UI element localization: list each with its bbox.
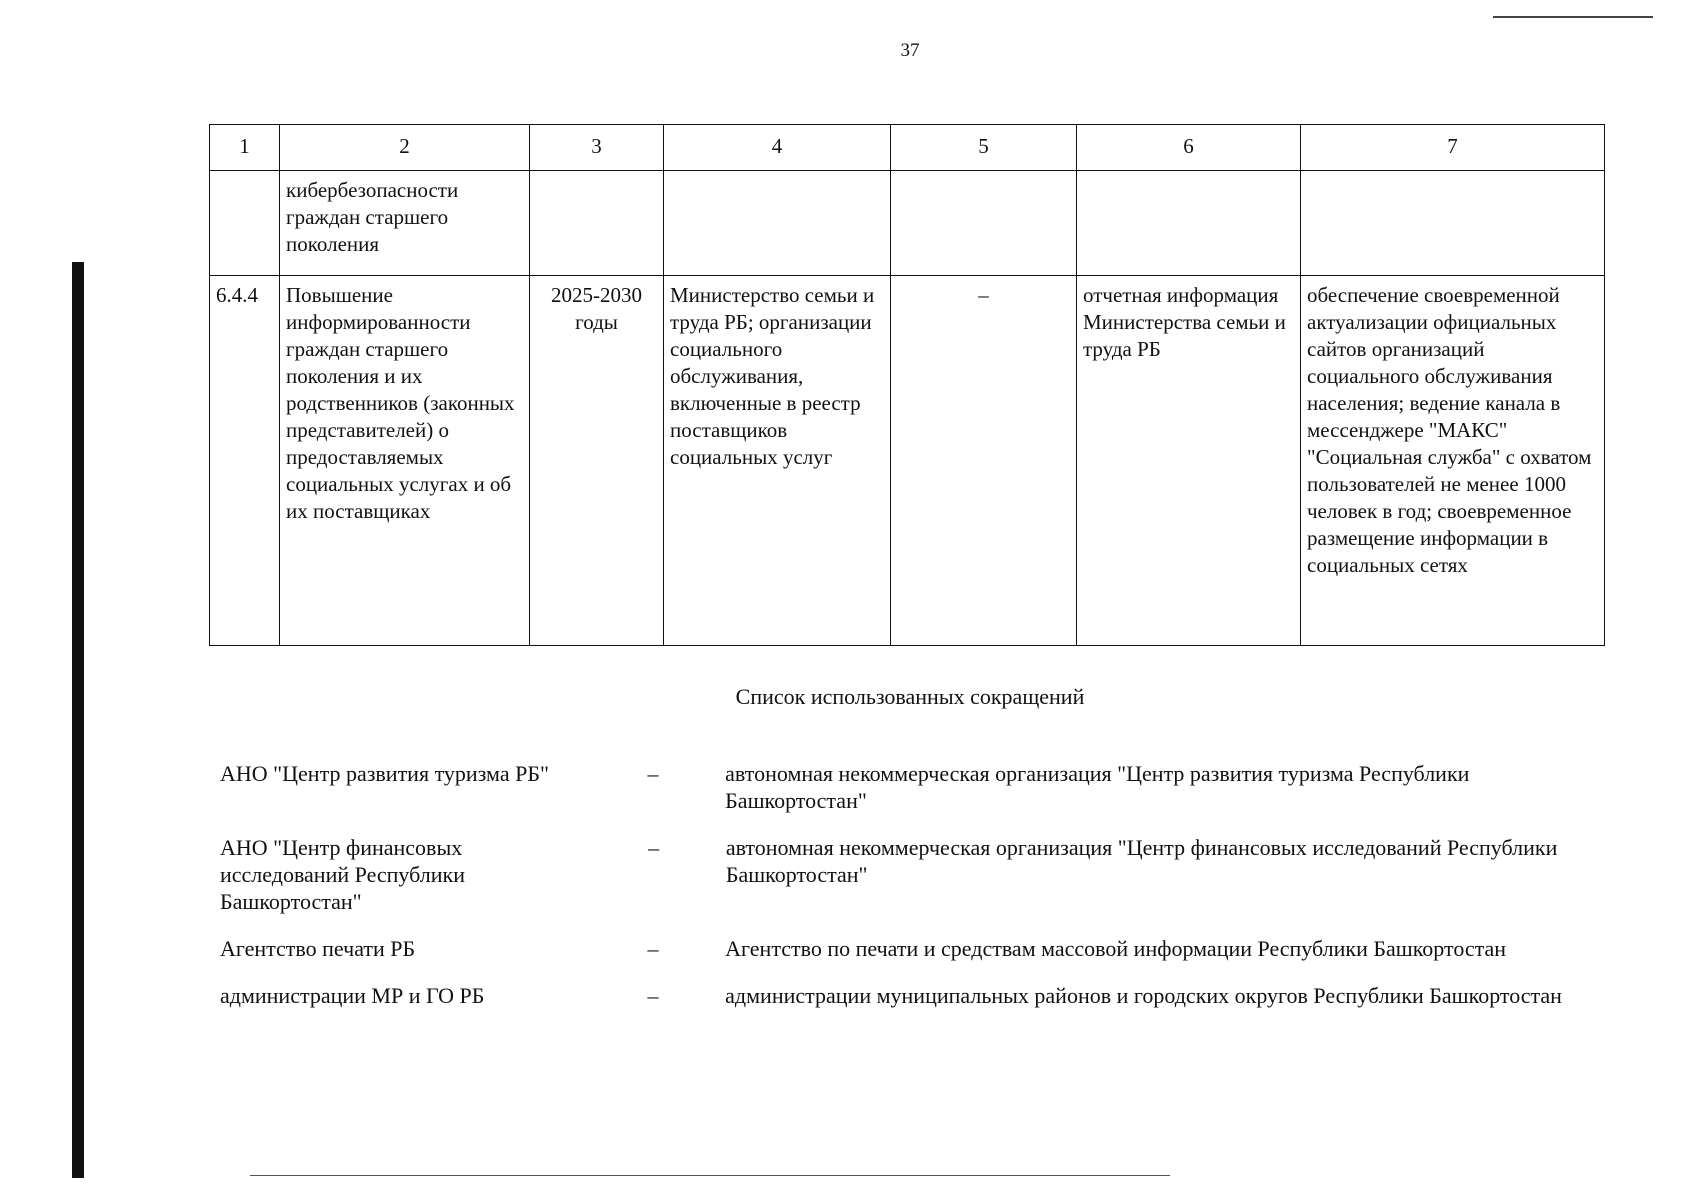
column-header: 5: [891, 125, 1077, 171]
executors-cell: Министерство семьи и труда РБ; организации социального обслуживания, включенные в реестр поставщиков социальных услуг: [664, 276, 891, 646]
result-cell: обеспечение своевременной актуализации официальных сайтов организаций социального обслуживания населения; ведение канала в мессенджере "МАКС" "Социальная служба" с охватом пользователей не менее 1000 человек в год; своевременное размещение информации в социальных сетях: [1301, 276, 1605, 646]
abbreviation-item: [220, 982, 1600, 1009]
abbreviation-item: [220, 760, 1600, 814]
reporting-cell: отчетная информация Министерства семьи и труда РБ: [1077, 276, 1301, 646]
abbreviations-list: [220, 760, 1600, 1029]
column-header: 4: [664, 125, 891, 171]
column-header: 2: [280, 125, 530, 171]
abbreviation-dash: –: [647, 983, 659, 1008]
abbreviation-definition: Агентство по печати и средствам массовой информации Республики Башкортостан: [725, 936, 1507, 961]
abbreviation-item: [220, 834, 1600, 915]
period-cell: 2025-2030 годы: [530, 276, 664, 646]
column-header: 7: [1301, 125, 1605, 171]
table-header-row: [210, 125, 1605, 171]
table-row: [210, 276, 1605, 646]
abbreviation-dash: –: [648, 835, 660, 860]
abbreviation-term: администрации МР и ГО РБ: [220, 983, 485, 1008]
scan-artifact-line: [250, 1175, 1170, 1176]
abbreviation-item: [220, 935, 1600, 962]
abbreviation-definition: автономная некоммерческая организация "Центр финансовых исследований Республики Башкортостан": [725, 835, 1558, 887]
abbreviation-definition: администрации муниципальных районов и городских округов Республики Башкортостан: [725, 983, 1562, 1008]
abbreviation-definition: автономная некоммерческая организация "Центр развития туризма Республики Башкортостан": [725, 761, 1470, 813]
page-number: 37: [900, 40, 920, 61]
scan-edge-bar: [72, 262, 84, 1178]
abbreviation-dash: –: [647, 761, 659, 786]
table-row: [210, 171, 1605, 276]
column-header: 3: [530, 125, 664, 171]
abbreviation-term: АНО "Центр развития туризма РБ": [220, 761, 549, 786]
funding-cell: –: [891, 276, 1077, 646]
abbreviation-dash: –: [647, 936, 659, 961]
table-cell: кибербезопасности граждан старшего поколения: [280, 171, 530, 276]
abbreviations-title: Список использованных сокращений: [735, 684, 1085, 709]
table-cell: [664, 171, 891, 276]
table-cell: [1077, 171, 1301, 276]
table-cell: [210, 171, 280, 276]
scan-artifact-line: [1493, 16, 1653, 18]
measures-table: [209, 124, 1605, 646]
abbreviation-term: АНО "Центр финансовых исследований Республики Башкортостан": [220, 835, 465, 914]
row-number: 6.4.4: [210, 276, 280, 646]
column-header: 6: [1077, 125, 1301, 171]
table-cell: [1301, 171, 1605, 276]
table-cell: [530, 171, 664, 276]
abbreviation-term: Агентство печати РБ: [220, 936, 416, 961]
column-header: 1: [210, 125, 280, 171]
table-cell: [891, 171, 1077, 276]
measure-cell: Повышение информированности граждан старшего поколения и их родственников (законных представителей) о предоставляемых социальных услугах и об их поставщиках: [280, 276, 530, 646]
